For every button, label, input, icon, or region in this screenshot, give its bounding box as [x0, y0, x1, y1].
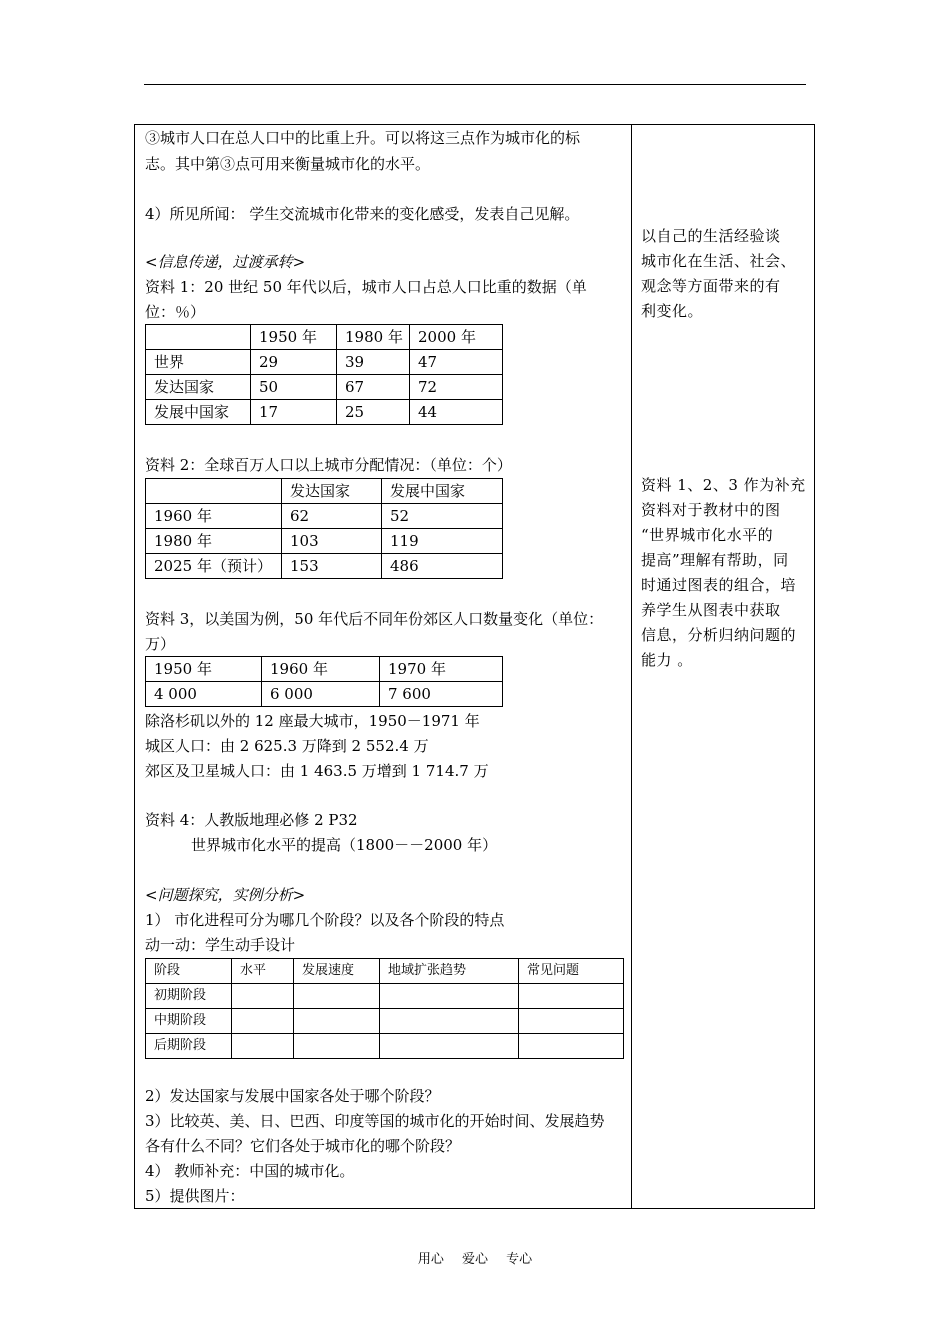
million-cities-table — [145, 478, 503, 579]
question-3: 各有什么不同？它们各处于城市化的哪个阶段？ — [145, 1137, 461, 1155]
table-cell: 发展速度 — [294, 959, 380, 984]
table-cell — [146, 325, 251, 350]
section-heading: <问题探究，实例分析> — [145, 886, 306, 904]
table-cell — [232, 1034, 294, 1059]
table-cell: 17 — [251, 400, 337, 425]
note-line: 养学生从图表中获取 — [641, 601, 781, 619]
table-cell: 水平 — [232, 959, 294, 984]
table-cell: 47 — [410, 350, 503, 375]
note-line: 资料对于教材中的图 — [641, 501, 781, 519]
table-cell: 2025 年（预计） — [146, 554, 282, 579]
table-cell: 1980 年 — [146, 529, 282, 554]
table-row — [146, 1009, 624, 1034]
table-cell: 发展中国家 — [146, 400, 251, 425]
note-line: 观念等方面带来的有 — [641, 277, 781, 295]
table-cell: 29 — [251, 350, 337, 375]
table-cell: 1960 年 — [146, 504, 282, 529]
material-3-note: 除洛杉矶以外的 12 座最大城市，1950－1971 年 — [145, 712, 480, 730]
table-cell: 后期阶段 — [146, 1034, 232, 1059]
note-line: “世界城市化水平的 — [641, 526, 774, 544]
material-3-title: 万） — [145, 635, 176, 653]
table-row — [146, 350, 503, 375]
page-footer: 用心 爱心 专心 — [417, 1252, 533, 1267]
table-cell — [380, 984, 519, 1009]
question-4: 4） 教师补充：中国的城市化。 — [145, 1162, 355, 1180]
table-cell: 发达国家 — [146, 375, 251, 400]
question-1: 1） 市化进程可分为哪几个阶段？以及各个阶段的特点 — [145, 911, 505, 929]
note-line: 以自己的生活经验谈 — [641, 227, 781, 245]
section-heading: <信息传递，过渡承转> — [145, 253, 306, 271]
table-cell — [519, 984, 624, 1009]
table-cell: 发达国家 — [282, 479, 382, 504]
question-5: 5）提供图片： — [145, 1187, 245, 1205]
table-cell — [294, 1009, 380, 1034]
table-cell: 67 — [337, 375, 410, 400]
table-cell: 44 — [410, 400, 503, 425]
table-cell: 地域扩张趋势 — [380, 959, 519, 984]
table-cell — [232, 984, 294, 1009]
table-cell: 1950 年 — [251, 325, 337, 350]
activity-label: 动一动：学生动手设计 — [145, 936, 296, 954]
table-cell: 初期阶段 — [146, 984, 232, 1009]
table-cell: 72 — [410, 375, 503, 400]
table-cell: 世界 — [146, 350, 251, 375]
paragraph-line: 志。其中第③点可用来衡量城市化的水平。 — [145, 155, 431, 173]
material-2-title: 资料 2：全球百万人口以上城市分配情况：（单位：个） — [145, 456, 512, 474]
table-row — [146, 504, 503, 529]
table-cell: 2000 年 — [410, 325, 503, 350]
material-3-note: 城区人口：由 2 625.3 万降到 2 552.4 万 — [145, 737, 429, 755]
column-divider — [631, 125, 632, 1208]
material-4-title: 资料 4：人教版地理必修 2 P32 — [145, 811, 358, 829]
note-line: 提高”理解有帮助，同 — [641, 551, 789, 569]
table-cell: 52 — [382, 504, 503, 529]
table-cell: 25 — [337, 400, 410, 425]
material-1-title: 资料 1：20 世纪 50 年代以后，城市人口占总人口比重的数据（单 — [145, 278, 587, 296]
table-cell: 阶段 — [146, 959, 232, 984]
table-cell: 常见问题 — [519, 959, 624, 984]
table-row — [146, 554, 503, 579]
note-line: 利变化。 — [641, 302, 704, 320]
table-cell: 7 600 — [380, 682, 503, 707]
paragraph-line: 4）所见所闻： 学生交流城市化带来的变化感受，发表自己见解。 — [145, 205, 580, 223]
lesson-table — [134, 124, 815, 1209]
suburban-population-table — [145, 656, 503, 707]
note-line: 能力 。 — [641, 651, 693, 669]
note-line: 资料 1、2、3 作为补充 — [641, 476, 806, 494]
table-header-row — [146, 479, 503, 504]
table-cell: 62 — [282, 504, 382, 529]
table-cell — [519, 1034, 624, 1059]
table-cell: 1950 年 — [146, 657, 262, 682]
table-cell: 50 — [251, 375, 337, 400]
table-cell: 6 000 — [262, 682, 380, 707]
material-1-title: 位：％） — [145, 303, 206, 321]
note-line: 城市化在生活、社会、 — [641, 252, 797, 270]
table-cell — [380, 1034, 519, 1059]
table-cell: 4 000 — [146, 682, 262, 707]
table-cell — [294, 984, 380, 1009]
header-rule — [144, 84, 806, 85]
table-row — [146, 375, 503, 400]
urbanization-stage-table — [145, 958, 624, 1059]
table-cell: 发展中国家 — [382, 479, 503, 504]
question-2: 2）发达国家与发展中国家各处于哪个阶段？ — [145, 1087, 440, 1105]
table-cell: 153 — [282, 554, 382, 579]
table-cell — [380, 1009, 519, 1034]
table-cell: 119 — [382, 529, 503, 554]
table-cell: 1980 年 — [337, 325, 410, 350]
table-row — [146, 400, 503, 425]
question-3: 3）比较英、美、日、巴西、印度等国的城市化的开始时间、发展趋势 — [145, 1112, 605, 1130]
table-cell — [519, 1009, 624, 1034]
table-header-row — [146, 959, 624, 984]
table-row — [146, 682, 503, 707]
table-row — [146, 984, 624, 1009]
table-header-row — [146, 325, 503, 350]
table-cell: 1960 年 — [262, 657, 380, 682]
table-row — [146, 657, 503, 682]
table-cell: 486 — [382, 554, 503, 579]
note-line: 时通过图表的组合，培 — [641, 576, 797, 594]
paragraph-line: ③城市人口在总人口中的比重上升。可以将这三点作为城市化的标 — [145, 129, 581, 147]
figure-caption: 世界城市化水平的提高（1800－－2000 年） — [191, 836, 498, 854]
table-cell — [232, 1009, 294, 1034]
table-row — [146, 529, 503, 554]
material-3-title: 资料 3，以美国为例，50 年代后不同年份郊区人口数量变化（单位： — [145, 610, 604, 628]
table-cell — [294, 1034, 380, 1059]
table-row — [146, 1034, 624, 1059]
table-cell: 1970 年 — [380, 657, 503, 682]
table-cell: 39 — [337, 350, 410, 375]
urban-population-share-table — [145, 324, 503, 425]
table-cell: 中期阶段 — [146, 1009, 232, 1034]
note-line: 信息，分析归纳问题的 — [641, 626, 797, 644]
table-cell — [146, 479, 282, 504]
material-3-note: 郊区及卫星城人口：由 1 463.5 万增到 1 714.7 万 — [145, 762, 489, 780]
table-cell: 103 — [282, 529, 382, 554]
